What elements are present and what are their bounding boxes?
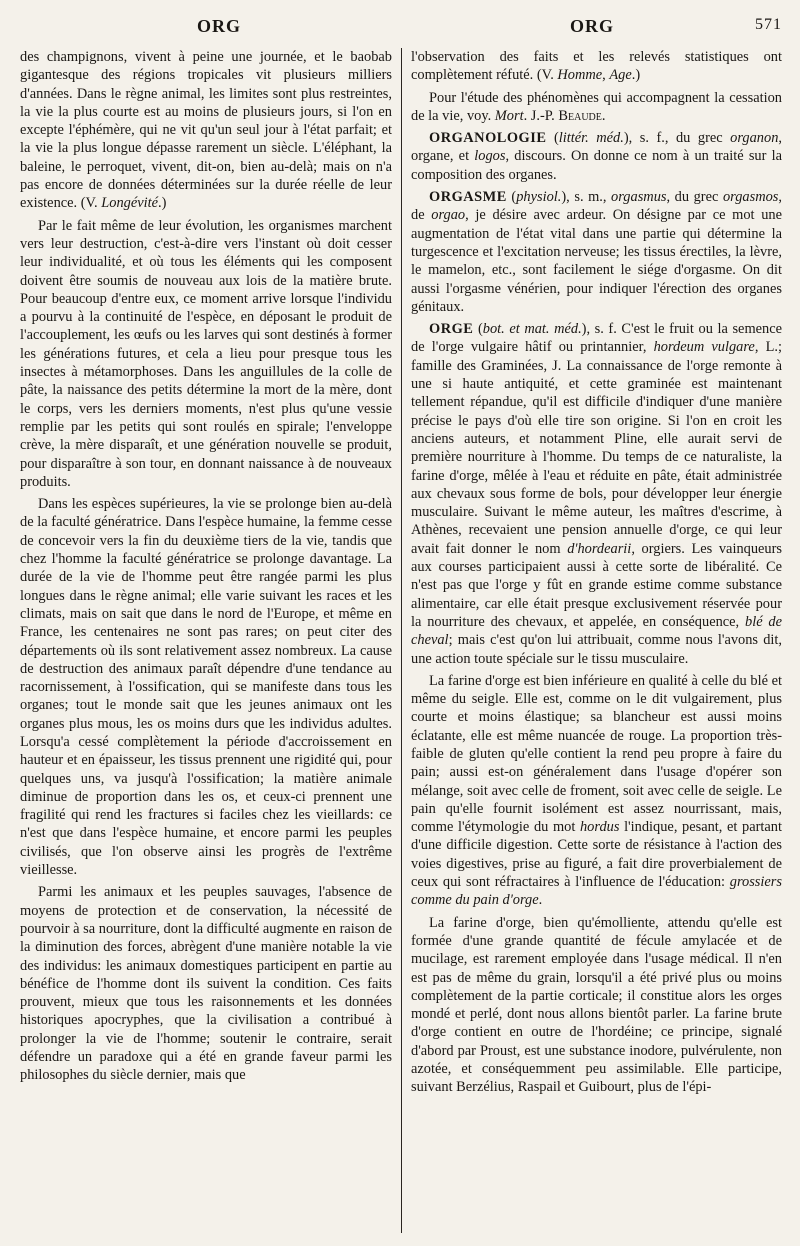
text-run: des champignons, vivent à peine une journée, et le baobab gigantesque des régions tropicales vit plusieurs milliers d'années. Dans le règne animal, les limites sont plus restreintes, la vie la plus courte est au moins de plusieurs jours, si l'on en excepte l'éphémère, qui ne vit qu'un seul jour à l'état parfait; et la vie la plus longue dépasse rarement un siècle. L'éléphant, la baleine, le perroquet, vivent, dit-on, bien au-delà; mais on n'a pas encore de données déterminées sur la durée réelle de leur existence. (V. (20, 49, 392, 212)
entry-headword: ORGANOLOGIE (429, 130, 547, 147)
text-run: l'indique, pesant, et partant d'une difficile digestion. Cette sorte de résistance à l'action des voies digestives, prise au figuré, a fait dire proverbialement de ceux qui sont réfractaires à l'influence de l'éducation: (411, 819, 782, 891)
cross-reference: Homme (557, 67, 603, 84)
text-run: Pour l'étude des phénomènes qui accompagnent la cessation de la vie, voy. (411, 89, 782, 124)
paragraph-see-also (411, 89, 782, 126)
etymon: orgao (431, 207, 466, 224)
entry-field: physiol. (516, 189, 562, 206)
entry-organologie: ORGANOLOGIE (littér. méd.), s. f., du grec organon, organe, et logos, discours. On donne ce nom à un traité sur la composition des organes. (411, 130, 782, 183)
cross-reference: Age (609, 67, 632, 84)
text-run: La farine d'orge est bien inférieure en qualité à celle du blé et même du seigle. Elle est, comme on le dit vulgairement, plus courte et moins élastique; sa blancheur est aussi moins éclatante, elle est même nuancée de rouge. La proportion très-faible de gluten qu'elle contient la rend peu propre à faire du pain; aussi est-on généralement dans l'usage d'opérer son mélange, soit avec celle de froment, soit avec celle de seigle. Le pain qu'elle fournit isolément est assez nourrissant, mais, comme l'étymologie du mot (411, 672, 782, 836)
entry-headword: ORGASME (429, 189, 507, 206)
paragraph-lifespan (20, 48, 392, 213)
cross-reference: Longévité (101, 195, 159, 212)
text-run: , du grec (666, 189, 723, 206)
paragraph-destruction: Par le fait même de leur évolution, les organismes marchent vers leur destruction, c'est-à-dire vers l'instant où doit cesser leur individualité, et où tous les éléments qui les composent doivent être soumis de nouveau aux lois de la matière brute. Pour beaucoup d'entre eux, ce moment arrive lorsque l'individu a pourvu à la continuité de l'espèce, en déposant le produit de l'accouplement, les œufs ou les larves qui sont destinés à former les générations futures, et cela a lieu pour presque tous les insectes à métamorphoses. Dans les anguillules de la colle de pâte, la naissance des petits détermine la mort de la mère, dont le corps, vers les derniers moments, n'est plus qu'une vessie remplie par les petits qui sont roulés en spirale; l'enveloppe crève, la mère disparaît, et une génération nouvelle se produit, pour disparaître à son tour, en donnant naissance à de nouveaux produits. (20, 217, 392, 490)
text-run: , (602, 67, 610, 84)
text-run: . (601, 107, 606, 124)
etymon: orgasmos (722, 189, 779, 206)
page-number: 571 (755, 16, 782, 33)
entry-orgasme: ORGASME (physiol.), s. m., orgasmus, du grec orgasmos, de orgao, je désire avec ardeur. On désigne par ce mot une augmentation de l'état vital dans une partie qui détermine la turgescence et l'excitation nerveuse; les tissus érectiles, la lèvre, le mamelon, etc., sont facilement le siége d'orgasme. On dit aussi l'orgasme vénérien, pour indiquer l'érection des organes génitaux. (411, 189, 782, 315)
text-run: . J.-P. (523, 107, 559, 124)
text-run: , L.; famille des Graminées, J. La connaissance de l'orge remonte à une si haute antiquité, et cette graminée est maintenant tellement répandue, qu'il est difficile d'indiquer d'une manière précise le pays d'où elle tire son origine. Si l'on en croit les anciens auteurs, et notamment Pline, elle aurait servi de première nourriture à l'homme. Du temps de ce naturaliste, la farine d'orge, mêlée à l'eau et réduite en pâte, était administrée aux chevaux sous forme de bols, pour développer leur énergie musculaire. Suivant le même auteur, les maîtres d'escrime, à Athènes, recevaient une pension annuelle d'orge, ce qui leur avait fait donner le nom (411, 339, 782, 557)
entry-headword: ORGE (429, 321, 474, 338)
paragraph-continuation (411, 48, 782, 85)
text-run: . (538, 892, 543, 909)
etymon: logos (474, 148, 506, 165)
latin-term: d'hordearii (567, 540, 632, 557)
header-right-word: ORG (570, 16, 615, 36)
text-run: , discours. On donne ce nom à un traité sur la composition des organes. (411, 148, 782, 183)
entry-orge: ORGE (bot. et mat. méd.), s. f. C'est le fruit ou la semence de l'orge vulgaire hâtif ou printannier, hordeum vulgare, L.; famille des Graminées, J. La connaissance de l'orge remonte à une si haute antiquité, et cette graminée est maintenant tellement répandue, qu'il est difficile d'indiquer d'une manière précise le pays d'où elle tire son origine. Si l'on en croit les anciens auteurs, et notamment Pline, elle aurait servi de première nourriture à l'homme. Du temps de ce naturaliste, la farine d'orge, mêlée à l'eau et réduite en pâte, était administrée aux chevaux sous forme de bols, pour développer leur énergie musculaire. Suivant le même auteur, les maîtres d'escrime, à Athènes, recevaient une pension annuelle d'orge, ce qui leur avait fait donner le nom d'hordearii, orgiers. Les vainqueurs aux courses participaient aussi à cette sorte de libéralité. Ce n'est pas que l'orge y fût en grande estime comme substance alimentaire, car elle était presque exclusivement réservée pour la nourriture des chevaux, et appelée, en conséquence, blé de cheval; mais c'est qu'on lui attribuait, comme nous l'avons dit, une action toute spéciale sur le tissu musculaire. (411, 321, 782, 667)
latin-name: hordeum vulgare (653, 339, 755, 356)
paragraph-savage-peoples: Parmi les animaux et les peuples sauvages, l'absence de moyens de protection et de conservation, la nécessité de pourvoir à sa nourriture, dont la difficulté augmente en raison de la diminution des forces, abrègent d'une manière notable la vie des individus: les animaux domestiques participent en partie au bénéfice de l'homme dont ils suivent la condition. Ces faits prouvent, mieux que tous les raisonnements et les données historiques apocryphes, que la civilisation a contribué à prolonger la vie de l'homme; soutenir le contraire, serait défendre un paradoxe qui a été en grande faveur parmi les philosophes du siècle dernier, mais que (20, 884, 392, 1084)
right-column (411, 48, 782, 1238)
text-run: .) (158, 195, 167, 212)
paragraph-higher-species: Dans les espèces supérieures, la vie se prolonge bien au-delà de la faculté génératrice. Dans l'espèce humaine, la femme cesse de concevoir vers la fin du deuxième tiers de la vie, tandis que chez l'homme la faculté génératrice se prolonge davantage. La durée de la vie de l'homme peut être rangée parmi les plus longues dans le règne animal; elle varie suivant les races et les climats, mais on sait que dans le nord de l'Europe, et même en France, les centenaires ne sont pas rares; on peut citer des départements où ils sont relativement assez nombreux. La cause de destruction des animaux paraît dépendre d'une tendance au racornissement, à l'ossification, qui se manifeste dans tous les organes; tout le monde sait que les jeunes animaux ont les organes plus mous, les os moins durs que les individus adultes. Lorsqu'a cessé complètement la période d'accroissement en hauteur et en épaisseur, les tissus prennent une rigidité qui, pour quelques uns, va jusqu'à l'ossification; la matière animale diminue de proportion dans les os, et ceux-ci prennent une fragilité qui rend les fractures si faciles chez les vieillards: ce n'est que dans l'espèce humaine, et encore parmi les peuples civilisés, que l'on observe ainsi les progrès de l'extrême vieillesse. (20, 496, 392, 879)
text-run: .) (631, 67, 641, 84)
text-run: , orgiers. Les vainqueurs aux courses participaient aussi à cette sorte de libéralité. Ce n'est pas que l'orge y fût en grande estime comme substance alimentaire, car elle était presque exclusivement réservée pour la nourriture des chevaux, et appelée, en conséquence, (411, 540, 782, 630)
text-run: , organe, et (411, 130, 782, 165)
text-run: ), s. m., (561, 189, 612, 206)
entry-field: bot. et mat. méd. (482, 321, 582, 338)
running-header (0, 12, 800, 42)
latin-term: hordus (579, 819, 620, 836)
text-run: , de (411, 189, 782, 224)
header-left-word: ORG (197, 16, 242, 36)
text-run: l'observation des faits et les relevés statistiques ont complètement réfuté. (V. (411, 49, 782, 84)
text-run: ), s. f., du grec (623, 130, 731, 147)
quoted-term: blé de cheval (411, 613, 782, 649)
paragraph-farine-medical: La farine d'orge, bien qu'émolliente, attendu qu'elle est formée d'une grande quantité de fécule amylacée et de mucilage, est rarement employée dans l'usage médical. Il n'en est pas de même du grain, lorsqu'il a été privé plus ou moins complètement de la partie corticale; il constitue alors les orges mondé et perlé, dont nous allons bientôt parler. La farine brute d'orge contient en outre de l'hordéine; ce principe, signalé d'abord par Proust, est une substance inodore, pulvérulente, non azotée, et conséquemment peu assimilable. Elle participe, suivant Berzélius, Raspail et Guibourt, plus de l'épi- (411, 914, 782, 1096)
proverb: grossiers comme du pain d'orge (411, 874, 782, 909)
text-run: , je désire avec ardeur. On désigne par ce mot une augmentation de l'état vital dans une partie qui détermine la turgescence et l'excitation nerveuse; les tissus érectiles, la lèvre, le mamelon, etc., sont facilement le siége d'orgasme. On dit aussi l'orgasme vénérien, pour indiquer l'érection des organes génitaux. (411, 207, 782, 315)
left-column (20, 48, 392, 1238)
column-rule (401, 48, 402, 1233)
author-signature: Beaude (558, 107, 602, 124)
paragraph-farine-quality (411, 672, 782, 910)
etymon: organon (730, 130, 779, 147)
entry-field: littér. méd. (558, 130, 624, 147)
cross-reference: Mort (494, 107, 524, 124)
text-run: ; mais c'est qu'on lui attribuait, comme nous l'avons dit, une action toute spéciale sur le tissu musculaire. (411, 632, 782, 667)
text-run: ), s. f. C'est le fruit ou la semence de l'orge vulgaire hâtif ou printannier, (411, 321, 782, 356)
etymon: orgasmus (611, 189, 667, 206)
